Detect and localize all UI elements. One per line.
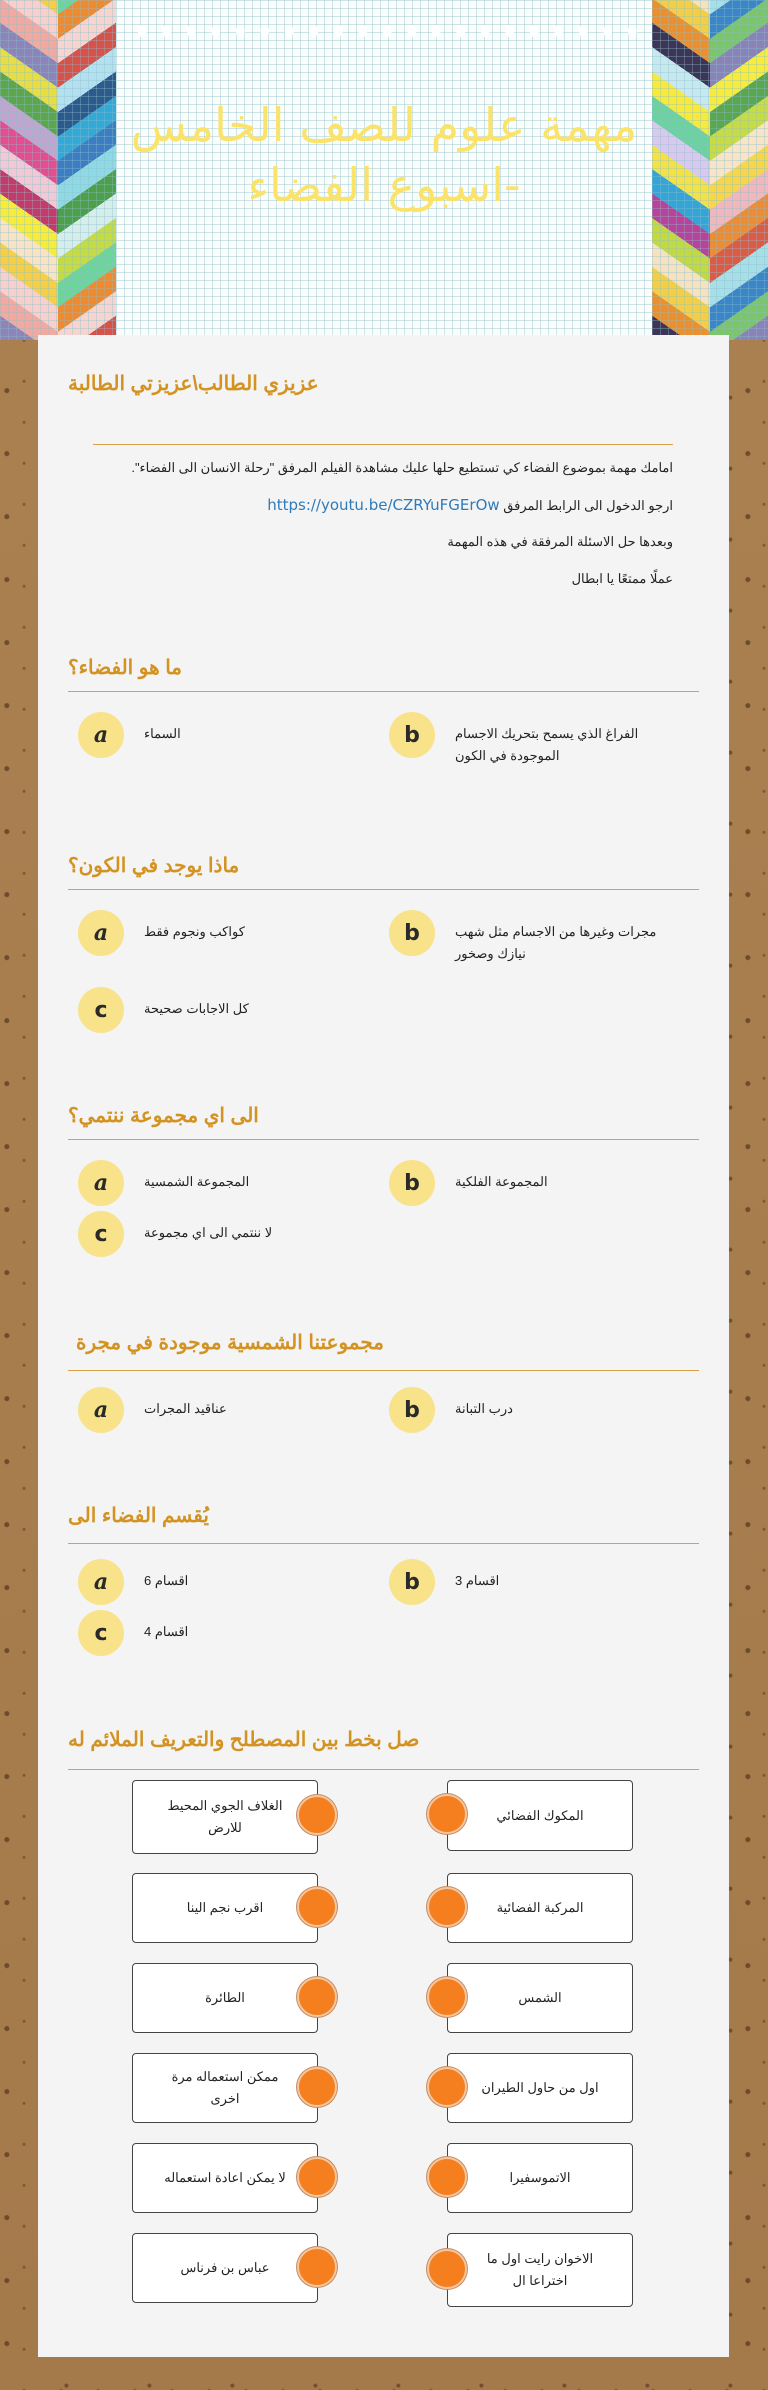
connector-dot-left-6[interactable] xyxy=(297,2247,337,2287)
intro-text-3: وبعدها حل الاسئلة المرفقة في هذه المهمة xyxy=(447,534,673,549)
divider xyxy=(68,1769,699,1770)
divider xyxy=(68,1370,699,1371)
question-title: مجموعتنا الشمسية موجودة في مجرة xyxy=(76,1332,384,1354)
connector-dot-right-2[interactable] xyxy=(427,1887,467,1927)
option-letter-badge: b xyxy=(389,910,435,956)
match-text: ممكن استعماله مرة اخرى xyxy=(171,2069,279,2106)
match-right-3[interactable] xyxy=(447,1963,633,2033)
match-left-4[interactable] xyxy=(132,2053,318,2123)
match-text: المكوك الفضائي xyxy=(496,1807,584,1823)
option-a[interactable] xyxy=(78,1559,188,1605)
option-letter-badge: b xyxy=(389,1160,435,1206)
match-left-2[interactable] xyxy=(132,1873,318,1943)
connector-dot-left-5[interactable] xyxy=(297,2157,337,2197)
divider xyxy=(68,1543,699,1544)
intro-text-4: عملًا ممتعًا يا ابطال xyxy=(571,571,673,586)
title-line-1: مهمة علوم للصف الخامس xyxy=(130,98,638,152)
option-text: عناقيد المجرات xyxy=(144,1401,227,1416)
option-text: مجرات وغيرها من الاجسام مثل شهب نيازك وصخور xyxy=(455,924,657,961)
option-text: اقسام 4 xyxy=(144,1624,189,1639)
match-text: الطائرة xyxy=(205,1990,245,2005)
option-letter-badge: b xyxy=(389,1559,435,1605)
question-title: يُقسم الفضاء الى xyxy=(68,1505,209,1527)
connector-dot-right-3[interactable] xyxy=(427,1977,467,2017)
match-left-1[interactable] xyxy=(132,1780,318,1854)
option-letter-badge: a xyxy=(78,1559,124,1605)
connector-dot-right-6[interactable] xyxy=(427,2249,467,2289)
option-text: اقسام 3 xyxy=(455,1573,500,1588)
option-letter-badge: a xyxy=(78,1160,124,1206)
question-title: ماذا يوجد في الكون؟ xyxy=(68,855,240,877)
chevron-pattern-left xyxy=(0,0,116,340)
option-text: الفراغ الذي يسمح بتحريك الاجسام الموجودة في الكون xyxy=(455,726,639,763)
intro-title: عزيزي الطالب\عزيزتي الطالبة xyxy=(68,373,319,395)
page-title xyxy=(100,95,668,215)
match-text: لا يمكن اعادة استعماله xyxy=(164,2170,286,2185)
question-2 xyxy=(68,853,699,890)
divider xyxy=(68,889,699,890)
match-text: الغلاف الجوي المحيط للارض xyxy=(167,1798,283,1835)
question-1 xyxy=(68,655,699,692)
notebook-holes xyxy=(130,20,640,42)
match-left-5[interactable] xyxy=(132,2143,318,2213)
question-4 xyxy=(68,1330,699,1371)
connector-dot-left-4[interactable] xyxy=(297,2067,337,2107)
question-title: ما هو الفضاء؟ xyxy=(68,657,183,679)
question-3 xyxy=(68,1103,699,1140)
connector-dot-left-3[interactable] xyxy=(297,1977,337,2017)
option-text: السماء xyxy=(144,726,181,741)
option-a[interactable] xyxy=(78,712,181,758)
option-a[interactable] xyxy=(78,1387,227,1433)
option-letter-badge: c xyxy=(78,1610,124,1656)
option-text: لا ننتمي الى اي مجموعة xyxy=(144,1225,273,1240)
option-c[interactable] xyxy=(78,1610,188,1656)
option-b[interactable] xyxy=(389,910,685,965)
connector-dot-left-2[interactable] xyxy=(297,1887,337,1927)
option-text: كواكب ونجوم فقط xyxy=(144,924,245,939)
divider xyxy=(93,444,673,445)
match-right-2[interactable] xyxy=(447,1873,633,1943)
match-left-6[interactable] xyxy=(132,2233,318,2303)
chevron-pattern-right xyxy=(652,0,768,340)
option-b[interactable] xyxy=(389,712,675,767)
intro-text-2 xyxy=(93,495,673,532)
option-c[interactable] xyxy=(78,1211,272,1257)
option-letter-badge: c xyxy=(78,1211,124,1257)
connector-dot-right-1[interactable] xyxy=(427,1794,467,1834)
option-text: اقسام 6 xyxy=(144,1573,189,1588)
option-a[interactable] xyxy=(78,910,245,956)
connector-dot-right-5[interactable] xyxy=(427,2157,467,2197)
option-a[interactable] xyxy=(78,1160,249,1206)
match-text: المركبة الفضائية xyxy=(496,1900,584,1915)
match-text: الاتموسفيرا xyxy=(509,2170,571,2185)
question-5 xyxy=(68,1503,699,1544)
connector-dot-left-1[interactable] xyxy=(297,1795,337,1835)
match-text: عباس بن فرناس xyxy=(180,2260,270,2275)
option-b[interactable] xyxy=(389,1387,513,1433)
match-right-4[interactable] xyxy=(447,2053,633,2123)
match-text: اقرب نجم الينا xyxy=(186,1900,264,1915)
option-letter-badge: b xyxy=(389,1387,435,1433)
option-b[interactable] xyxy=(389,1160,548,1206)
match-text: الشمس xyxy=(518,1990,562,2005)
match-right-5[interactable] xyxy=(447,2143,633,2213)
divider xyxy=(68,691,699,692)
match-right-1[interactable] xyxy=(447,1780,633,1851)
option-letter-badge: b xyxy=(389,712,435,758)
option-text: كل الاجابات صحيحة xyxy=(144,1001,249,1016)
match-text: الاخوان رايت اول ما اختراعا ال xyxy=(486,2251,594,2288)
header-banner xyxy=(0,0,768,340)
match-text: اول من حاول الطيران xyxy=(481,2080,599,2095)
match-left-3[interactable] xyxy=(132,1963,318,2033)
intro-text-1: امامك مهمة بموضوع الفضاء كي تستطيع حلها عليك مشاهدة الفيلم المرفق "رحلة الانسان الى الفضاء". xyxy=(131,460,673,475)
matching-section xyxy=(68,1727,699,1770)
matching-title: صل بخط بين المصطلح والتعريف الملائم له xyxy=(68,1729,420,1751)
content-card xyxy=(38,335,729,2357)
connector-dot-right-4[interactable] xyxy=(427,2067,467,2107)
option-text: المجموعة الشمسية xyxy=(144,1174,250,1189)
match-right-6[interactable] xyxy=(447,2233,633,2307)
option-letter-badge: a xyxy=(78,712,124,758)
option-text: المجموعة الفلكية xyxy=(455,1174,548,1189)
title-line-2: -اسبوع الفضاء xyxy=(247,158,521,212)
question-title: الى اي مجموعة ننتمي؟ xyxy=(68,1105,259,1127)
divider xyxy=(68,1139,699,1140)
option-letter-badge: c xyxy=(78,987,124,1033)
option-letter-badge: a xyxy=(78,910,124,956)
option-b[interactable] xyxy=(389,1559,499,1605)
option-c[interactable] xyxy=(78,987,249,1033)
intro-text-2-label: ارجو الدخول الى الرابط المرفق xyxy=(503,498,673,513)
video-link[interactable]: https://youtu.be/CZRYuFGErOw xyxy=(267,496,500,514)
option-text: درب التبانة xyxy=(455,1401,513,1416)
option-letter-badge: a xyxy=(78,1387,124,1433)
